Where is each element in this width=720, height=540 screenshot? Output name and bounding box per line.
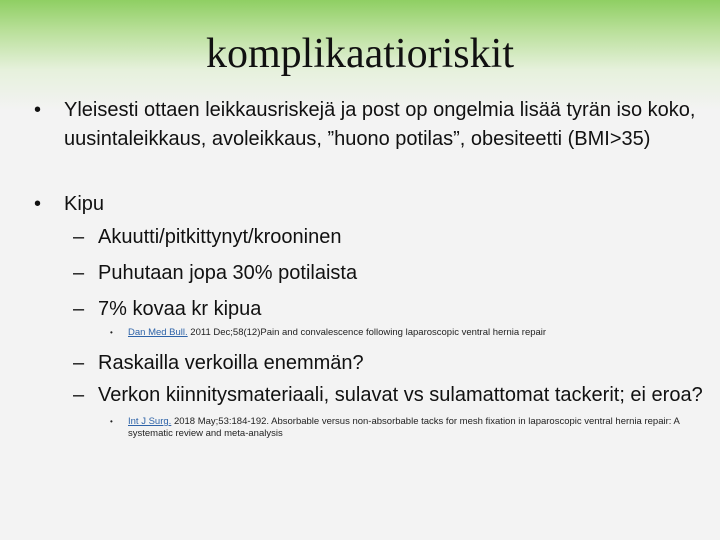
sub-bullet-tack-material — [28, 381, 708, 410]
sub-bullet-text: Akuutti/pitkittynyt/krooninen — [98, 226, 342, 248]
sub-bullet-pain-prevalence — [28, 259, 708, 288]
dash-marker: – — [73, 384, 85, 406]
dash-marker: – — [73, 352, 85, 374]
slide-content — [28, 94, 708, 440]
sub-bullet-text: Puhutaan jopa 30% potilaista — [98, 262, 358, 284]
reference-1-journal-link[interactable]: Dan Med Bull. — [128, 327, 188, 338]
bullet-marker: • — [110, 417, 113, 426]
reference-1 — [28, 327, 708, 339]
bullet-marker: • — [34, 99, 42, 121]
sub-bullet-heavy-mesh — [28, 349, 708, 378]
sub-bullet-text: Verkon kiinnitysmateriaali, sulavat vs sulamattomat tackerit; ei eroa? — [98, 384, 703, 406]
sub-bullet-text: Raskailla verkoilla enemmän? — [98, 352, 364, 374]
sub-bullet-chronic-pain — [28, 295, 708, 324]
reference-2-text: 2018 May;53:184-192. Absorbable versus non-absorbable tacks for mesh fixation in laparoscopic ventral hernia repair: A systematic review and meta-analysis — [128, 416, 680, 439]
bullet-risk-factors-text: Yleisesti ottaen leikkausriskejä ja post op ongelmia lisää tyrän iso koko, uusintaleikkaus, avoleikkaus, ”huono potilas”, obesiteetti (BMI>35) — [64, 99, 696, 150]
dash-marker: – — [73, 226, 85, 248]
bullet-pain-text: Kipu — [64, 193, 105, 215]
sub-bullet-text: 7% kovaa kr kipua — [98, 298, 262, 320]
dash-marker: – — [73, 298, 85, 320]
slide-title: komplikaatioriskit — [206, 31, 514, 77]
reference-1-text: 2011 Dec;58(12)Pain and convalescence following laparoscopic ventral hernia repair — [187, 327, 547, 338]
bullet-marker: • — [34, 193, 42, 215]
reference-2 — [28, 416, 708, 440]
bullet-pain — [28, 190, 708, 219]
bullet-marker: • — [110, 328, 113, 337]
bullet-risk-factors — [28, 96, 708, 154]
sub-bullet-pain-type — [28, 223, 708, 252]
dash-marker: – — [73, 262, 85, 284]
reference-2-journal-link[interactable]: Int J Surg. — [128, 416, 172, 427]
